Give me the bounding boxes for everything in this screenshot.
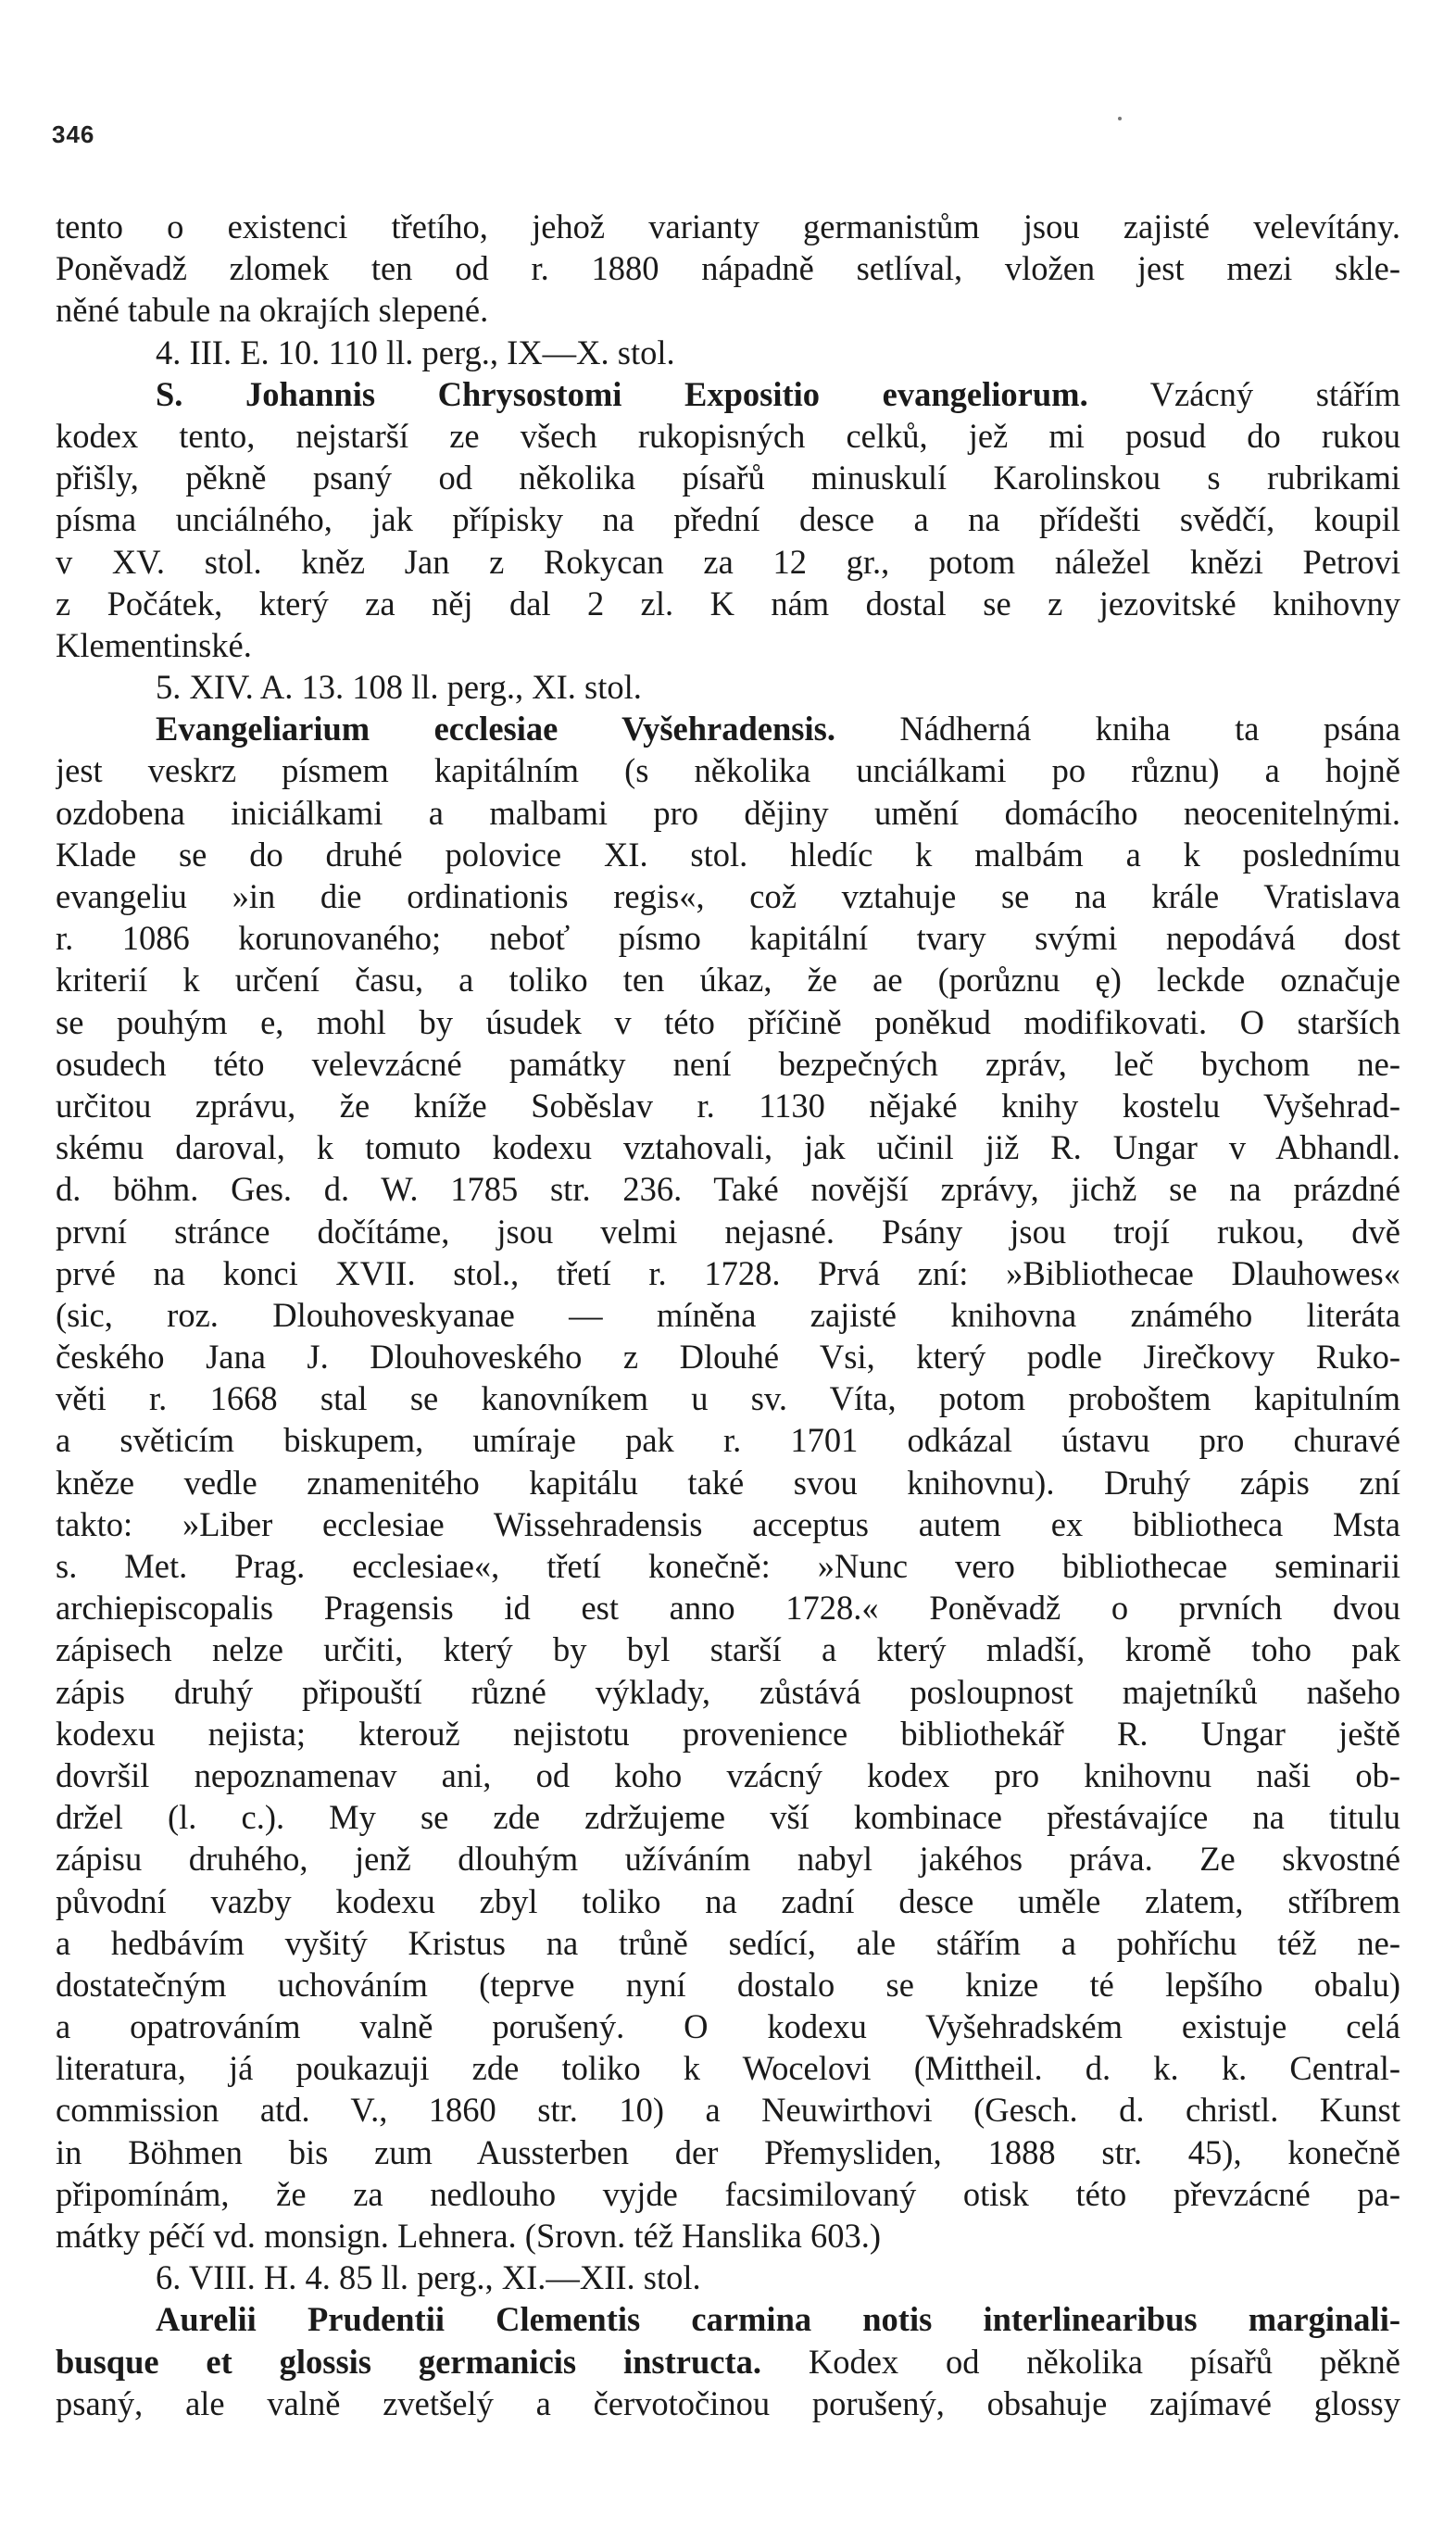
line-text: evangeliu »in die ordinationis regis«, což vztahuje se na krále Vratislava: [56, 877, 1400, 915]
line-text: mátky péčí vd. monsign. Lehnera. (Srovn. též Hanslika 603.): [56, 2217, 881, 2255]
text-line: [56, 1628, 1400, 1670]
text-line: [56, 1252, 1400, 1294]
line-text: písma unciálného, jak přípisky na přední desce a na přídešti svědčí, koupil: [56, 500, 1400, 539]
line-text: kodexu nejista; kterouž nejistotu provenience bibliothekář R. Ungar ještě: [56, 1714, 1400, 1753]
line-text: prvé na konci XVII. stol., třetí r. 1728. Prvá zní: »Bibliothecae Dlauhowes«: [56, 1253, 1400, 1292]
text-line: [56, 332, 1400, 373]
text-line: [56, 624, 1400, 666]
text-line: [56, 583, 1400, 624]
text-line: [56, 792, 1400, 834]
line-text: a světicím biskupem, umíraje pak r. 1701 odkázal ústavu pro churavé: [56, 1421, 1400, 1460]
text-line: [56, 1880, 1400, 1922]
text-line: [56, 289, 1400, 331]
line-text: kriterií k určení času, a toliko ten úkaz, že ae (porůznu ę) leckde označuje: [56, 961, 1400, 1000]
line-text: Klade se do druhé polovice XI. stol. hledíc k malbám a k poslednímu: [56, 835, 1400, 874]
text-line: [56, 2089, 1400, 2131]
line-text: takto: »Liber ecclesiae Wissehradensis acceptus autem ex bibliotheca Msta: [56, 1504, 1400, 1543]
line-text: (sic, roz. Dlouhoveskyanae — míněna zajisté knihovna známého literáta: [56, 1295, 1400, 1334]
line-text: kněze vedle znamenitého kapitálu také svou knihovnu). Druhý zápis zní: [56, 1463, 1400, 1502]
text-line: [56, 1462, 1400, 1503]
line-text: věti r. 1668 stal se kanovníkem u sv. Víta, potom proboštem kapitulním: [56, 1379, 1400, 1418]
text-line: [56, 2173, 1400, 2215]
paragraph-p4: [56, 2298, 1400, 2424]
line-text: Poněvadž zlomek ten od r. 1880 nápadně setlíval, vložen jest mezi skle-: [56, 249, 1400, 288]
bold-title: Aurelii Prudentii Clementis carmina notis interlinearibus marginali-: [156, 2300, 1400, 2339]
text-line: [56, 1211, 1400, 1252]
line-text: připomínám, že za nedlouho vyjde facsimilovaný otisk této převzácné pa-: [56, 2174, 1400, 2213]
line-text: s. Met. Prag. ecclesiae«, třetí konečně: »Nunc vero bibliothecae seminarii: [56, 1547, 1400, 1585]
line-text: 5. XIV. A. 13. 108 ll. perg., XI. stol.: [156, 668, 642, 707]
paragraph-e6: [56, 2257, 1400, 2298]
line-text: tento o existenci třetího, jehož varianty germanistům jsou zajisté velevítány.: [56, 207, 1400, 245]
text-line: [56, 1587, 1400, 1628]
line-text: psaný, ale valně zvetšelý a červotočinou porušený, obsahuje zajímavé glossy: [56, 2383, 1400, 2422]
text-line: [56, 2341, 1400, 2383]
bold-title: busque et glossis germanicis instructa.: [56, 2342, 761, 2381]
text-line: [56, 1713, 1400, 1754]
text-line: [56, 2047, 1400, 2089]
line-text: v XV. stol. kněz Jan z Rokycan za 12 gr., potom náležel knězi Petrovi: [56, 542, 1400, 581]
line-text: kodex tento, nejstarší ze všech rukopisných celků, jež mi posud do rukou: [56, 416, 1400, 455]
line-text: 4. III. E. 10. 110 ll. perg., IX—X. stol.: [156, 333, 675, 371]
document-body: [56, 206, 1400, 2424]
text-line: [56, 373, 1400, 415]
paragraph-e5: [56, 666, 1400, 708]
text-line: [56, 834, 1400, 875]
text-line: [56, 1545, 1400, 1587]
text-line: [56, 2006, 1400, 2047]
text-line: [56, 247, 1400, 289]
line-text: dovršil nepoznamenav ani, od koho vzácný kodex pro knihovnu naši ob-: [56, 1755, 1400, 1794]
line-text: archiepiscopalis Pragensis id est anno 1728.« Poněvadž o prvních dvou: [56, 1589, 1400, 1628]
line-text: dostatečným uchováním (teprve nyní dostalo se knize té lepšího obalu): [56, 1965, 1400, 2004]
line-text: původní vazby kodexu zbyl toliko na zadní desce uměle zlatem, stříbrem: [56, 1881, 1400, 1920]
line-text: českého Jana J. Dlouhoveského z Dlouhé Vsi, který podle Jirečkovy Ruko-: [56, 1338, 1400, 1377]
print-speck: [1118, 117, 1122, 120]
text-line: [56, 1503, 1400, 1545]
text-line: [56, 2257, 1400, 2298]
line-text: a opatrováním valně porušený. O kodexu Vyšehradském existuje celá: [56, 2007, 1400, 2046]
text-line: [56, 1168, 1400, 1210]
line-text: d. böhm. Ges. d. W. 1785 str. 236. Také novější zprávy, jichž se na prázdné: [56, 1170, 1400, 1209]
line-text: Klementinské.: [56, 625, 252, 664]
line-text: první stránce dočítáme, jsou velmi nejasné. Psány jsou trojí rukou, dvě: [56, 1212, 1400, 1251]
text-line: [56, 1294, 1400, 1336]
text-line: [56, 959, 1400, 1000]
line-text: r. 1086 korunovaného; neboť písmo kapitální tvary svými nepodává dost: [56, 919, 1400, 958]
text-line: [56, 666, 1400, 708]
line-text: zápis druhý připouští různé výklady, zůstává posloupnost majetníků našeho: [56, 1672, 1400, 1711]
bold-title: S. Johannis Chrysostomi Expositio evangeliorum.: [156, 374, 1088, 413]
text-line: [56, 457, 1400, 498]
text-line: [56, 2215, 1400, 2257]
line-text: literatura, já poukazuji zde toliko k Wocelovi (Mittheil. d. k. k. Central-: [56, 2049, 1400, 2088]
text-line: [56, 1754, 1400, 1796]
text-line: [56, 1336, 1400, 1377]
text-line: [56, 2131, 1400, 2173]
line-text: určitou zprávu, že kníže Soběslav r. 1130 nějaké knihy kostelu Vyšehrad-: [56, 1086, 1400, 1125]
text-line: [56, 917, 1400, 959]
text-line: [56, 541, 1400, 583]
line-text: ozdobena iniciálkami a malbami pro dějiny umění domácího neocenitelnými.: [56, 793, 1400, 832]
text-line: [56, 206, 1400, 247]
text-line: [56, 875, 1400, 917]
line-text: in Böhmen bis zum Aussterben der Přemysliden, 1888 str. 45), konečně: [56, 2132, 1400, 2171]
line-text: commission atd. V., 1860 str. 10) a Neuwirthovi (Gesch. d. christl. Kunst: [56, 2091, 1400, 2130]
line-text: osudech této velevzácné památky není bezpečných zpráv, leč bychom ne-: [56, 1044, 1400, 1083]
page-number: 346: [52, 120, 95, 148]
text-line: [56, 1377, 1400, 1419]
text-line: [56, 2298, 1400, 2340]
line-text: a hedbávím vyšitý Kristus na trůně sedící, ale stářím a pohříchu též ne-: [56, 1923, 1400, 1962]
text-line: [56, 1838, 1400, 1880]
line-text: jest veskrz písmem kapitálním (s několika unciálkami po různu) a hojně: [56, 751, 1400, 790]
text-line: [56, 708, 1400, 749]
paragraph-p2: [56, 373, 1400, 666]
text-line: [56, 1922, 1400, 1964]
text-line: [56, 2383, 1400, 2424]
line-text: se pouhým e, mohl by úsudek v této příčině poněkud modifikovati. O starších: [56, 1002, 1400, 1041]
text-line: [56, 1671, 1400, 1713]
text-line: [56, 498, 1400, 540]
paragraph-p1: [56, 206, 1400, 332]
text-line: [56, 1126, 1400, 1168]
line-text: držel (l. c.). My se zde zdržujeme vší kombinace přestávajíce na titulu: [56, 1798, 1400, 1837]
paragraph-p3: [56, 708, 1400, 2257]
text-line: [56, 1964, 1400, 2006]
line-text: Kodex od několika písařů pěkně: [761, 2342, 1400, 2381]
line-text: přišly, pěkně psaný od několika písařů minuskulí Karolinskou s rubrikami: [56, 459, 1400, 497]
text-line: [56, 1796, 1400, 1838]
line-text: z Počátek, který za něj dal 2 zl. K nám dostal se z jezovitské knihovny: [56, 584, 1400, 622]
text-line: [56, 1419, 1400, 1461]
text-line: [56, 1043, 1400, 1085]
line-text: zápisu druhého, jenž dlouhým užíváním nabyl jakéhos práva. Ze skvostné: [56, 1840, 1400, 1879]
line-text: něné tabule na okrajích slepené.: [56, 291, 489, 330]
line-text: skému daroval, k tomuto kodexu vztahovali, jak učinil již R. Ungar v Abhandl.: [56, 1128, 1400, 1167]
text-line: [56, 1001, 1400, 1043]
line-text: 6. VIII. H. 4. 85 ll. perg., XI.—XII. stol.: [156, 2258, 701, 2297]
text-line: [56, 749, 1400, 791]
bold-title: Evangeliarium ecclesiae Vyšehradensis.: [156, 710, 835, 748]
paragraph-e4: [56, 332, 1400, 373]
line-text: Nádherná kniha ta psána: [835, 710, 1400, 748]
line-text: zápisech nelze určiti, který by byl starší a který mladší, kromě toho pak: [56, 1630, 1400, 1669]
text-line: [56, 415, 1400, 457]
text-line: [56, 1085, 1400, 1126]
line-text: Vzácný stářím: [1087, 374, 1400, 413]
